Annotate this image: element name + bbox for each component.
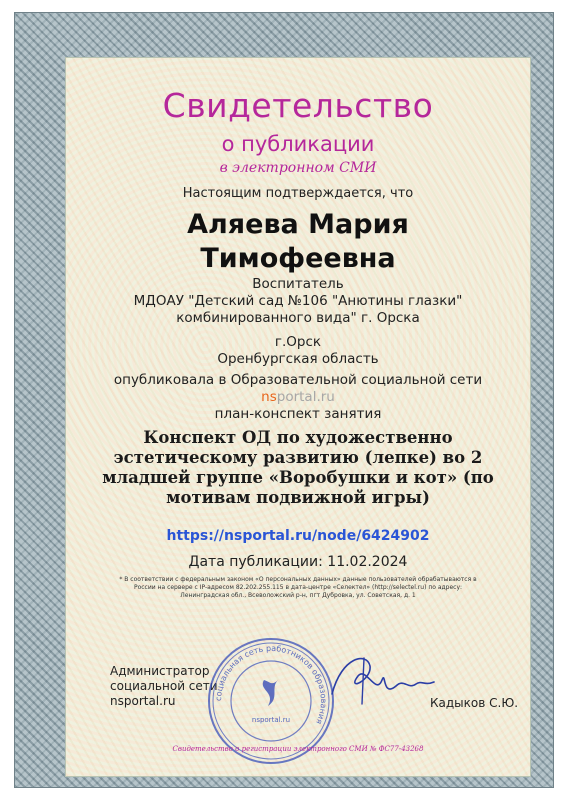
confirm-text: Настоящим подтверждается, что <box>182 186 414 201</box>
recipient-name-line2: Тимофеевна <box>200 243 396 274</box>
stamp-flame-icon <box>263 680 278 706</box>
publication-link[interactable]: https://nsportal.ru/node/6424902 <box>166 528 430 544</box>
admin-line-2: социальной сети <box>110 679 218 693</box>
signature <box>312 646 442 716</box>
certificate-body <box>65 57 531 777</box>
certificate-border <box>14 12 554 788</box>
publication-date: Дата публикации: 11.02.2024 <box>188 554 408 570</box>
recipient-name <box>66 208 530 276</box>
nsportal-brand[interactable] <box>261 389 335 405</box>
work-title: Конспект ОД по художественно эстетическому развитию (лепке) во 2 младшей группе «Воробушки и кот» (по мотивам подвижной игры) <box>102 428 494 507</box>
stamp-center-text: nsportal.ru <box>251 716 291 724</box>
brand-ns: ns <box>261 389 277 405</box>
stamp-ring-text: социальная сеть работников образования <box>213 643 329 726</box>
published-label: опубликовала в Образовательной социальной сети <box>113 372 483 388</box>
recipient-position: Воспитатель <box>252 276 344 292</box>
recipient-region: Оренбургская область <box>217 351 379 367</box>
work-kind: план-конспект занятия <box>214 406 382 422</box>
certificate-subtitle: о публикации <box>221 132 375 156</box>
recipient-name-line1: Аляева Мария <box>187 209 409 240</box>
recipient-city: г.Орск <box>274 334 322 350</box>
published-text <box>106 372 490 406</box>
certificate-subtitle-media: в электронном СМИ <box>219 160 377 176</box>
administrator-block <box>110 664 218 709</box>
signer-name: Кадыков С.Ю. <box>430 696 519 710</box>
registration-note: Свидетельство о регистрации электронного СМИ № ФС77-43268 <box>172 745 424 753</box>
admin-line-1: Администратор <box>110 664 210 678</box>
legal-note: * В соответствии с федеральным законом «О персональных данных» данные пользователей обрабатываются в России на сервере с IP-адресом 82.202.255.115 в дата-центре «Селектел» (http://selectel.ru) по адресу: Ленинградская обл., Всеволожский р-н, пгт Дубровка, ул. Советская, д. 1 <box>119 576 477 599</box>
recipient-organization: МДОАУ "Детский сад №106 "Анютины глазки" комбинированного вида" г. Орска <box>133 293 463 326</box>
admin-line-3: nsportal.ru <box>110 694 176 708</box>
brand-portal: portal.ru <box>276 389 335 405</box>
certificate-title: Свидетельство <box>162 86 434 125</box>
